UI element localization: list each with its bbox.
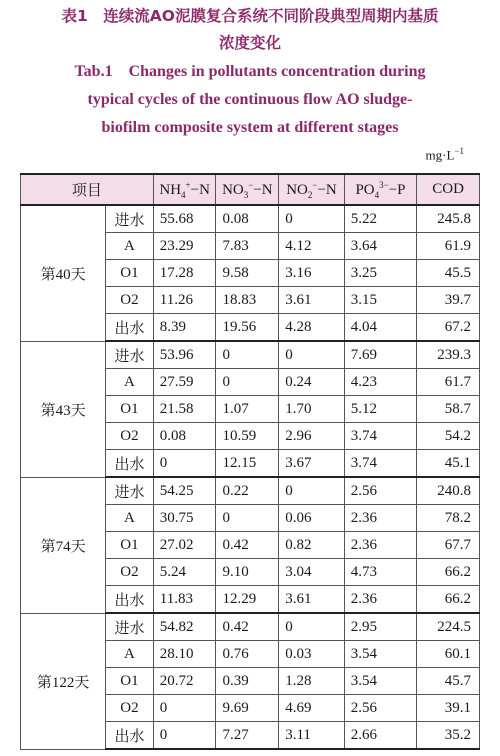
header-no2: $NO_2^--N$ — [279, 174, 345, 205]
day-label: 第122天 — [21, 613, 106, 749]
header-no3: $NO_3^--N$ — [216, 174, 279, 205]
unit-label — [426, 146, 464, 163]
no2-cell: 3.04 — [279, 559, 345, 586]
nh4-cell: 21.58 — [153, 396, 216, 423]
no2-cell: 4.12 — [279, 233, 345, 260]
nh4-cell: 0.08 — [153, 423, 216, 450]
po4-cell: 2.36 — [344, 505, 416, 532]
stage-cell: A — [106, 505, 154, 532]
no2-cell: 4.28 — [279, 314, 345, 342]
no2-cell: 3.61 — [279, 287, 345, 314]
po4-cell: 5.12 — [344, 396, 416, 423]
cod-cell: 45.7 — [417, 668, 480, 695]
table-row — [21, 613, 480, 641]
po4-cell: 2.36 — [344, 586, 416, 614]
stage-cell: 出水 — [106, 722, 154, 750]
stage-cell: 出水 — [106, 314, 154, 342]
stage-cell: O2 — [106, 423, 154, 450]
no2-cell: 0.82 — [279, 532, 345, 559]
stage-cell: A — [106, 641, 154, 668]
stage-cell: 出水 — [106, 450, 154, 478]
day-label: 第43天 — [21, 341, 106, 477]
table-header-row — [21, 174, 480, 205]
stage-cell: O1 — [106, 260, 154, 287]
concentration-table — [20, 173, 480, 750]
table-title-en-line2: typical cycles of the continuous flow AO sludge- — [87, 91, 413, 108]
no3-cell: 18.83 — [216, 287, 279, 314]
stage-cell: O1 — [106, 668, 154, 695]
table-title-en-line1: Tab.1 Changes in pollutants concentration during — [74, 63, 426, 80]
table-title-cn-line2: 浓度变化 — [218, 34, 281, 52]
no2-cell: 0.03 — [279, 641, 345, 668]
po4-cell: 2.36 — [344, 532, 416, 559]
table-body — [21, 205, 480, 749]
stage-cell: 进水 — [106, 613, 154, 641]
no3-cell: 0.42 — [216, 613, 279, 641]
cod-cell: 39.7 — [417, 287, 480, 314]
nh4-cell: 23.29 — [153, 233, 216, 260]
stage-cell: A — [106, 233, 154, 260]
no3-cell: 19.56 — [216, 314, 279, 342]
cod-cell: 45.1 — [417, 450, 480, 478]
po4-cell: 3.74 — [344, 423, 416, 450]
no3-cell: 12.29 — [216, 586, 279, 614]
cod-cell: 245.8 — [417, 205, 480, 233]
no3-cell: 0.76 — [216, 641, 279, 668]
no2-cell: 0.06 — [279, 505, 345, 532]
no2-cell: 3.16 — [279, 260, 345, 287]
cod-cell: 239.3 — [417, 341, 480, 369]
nh4-cell: 28.10 — [153, 641, 216, 668]
cod-cell: 54.2 — [417, 423, 480, 450]
no3-cell: 0 — [216, 369, 279, 396]
no2-cell: 1.70 — [279, 396, 345, 423]
nh4-cell: 54.25 — [153, 477, 216, 505]
stage-cell: O1 — [106, 396, 154, 423]
nh4-cell: 11.26 — [153, 287, 216, 314]
cod-cell: 35.2 — [417, 722, 480, 750]
cod-cell: 78.2 — [417, 505, 480, 532]
stage-cell: O1 — [106, 532, 154, 559]
no2-cell: 3.61 — [279, 586, 345, 614]
nh4-cell: 8.39 — [153, 314, 216, 342]
no2-cell: 3.67 — [279, 450, 345, 478]
no3-cell: 1.07 — [216, 396, 279, 423]
no2-cell: 4.69 — [279, 695, 345, 722]
header-po4: $PO_4^{3-}-P$ — [344, 174, 416, 205]
nh4-cell: 55.68 — [153, 205, 216, 233]
nh4-cell: 11.83 — [153, 586, 216, 614]
no3-cell: 0 — [216, 505, 279, 532]
header-cod: COD — [417, 174, 480, 205]
no2-cell: 0 — [279, 341, 345, 369]
no2-cell: 2.96 — [279, 423, 345, 450]
po4-cell: 3.54 — [344, 641, 416, 668]
po4-cell: 7.69 — [344, 341, 416, 369]
po4-cell: 4.04 — [344, 314, 416, 342]
no3-cell: 0.39 — [216, 668, 279, 695]
cod-cell: 39.1 — [417, 695, 480, 722]
cod-cell: 240.8 — [417, 477, 480, 505]
no2-cell: 1.28 — [279, 668, 345, 695]
stage-cell: A — [106, 369, 154, 396]
stage-cell: O2 — [106, 695, 154, 722]
no3-cell: 0.42 — [216, 532, 279, 559]
nh4-cell: 0 — [153, 450, 216, 478]
no2-cell: 0.24 — [279, 369, 345, 396]
no3-cell: 0.22 — [216, 477, 279, 505]
stage-cell: 进水 — [106, 477, 154, 505]
nh4-cell: 27.59 — [153, 369, 216, 396]
no2-cell: 0 — [279, 477, 345, 505]
no3-cell: 7.27 — [216, 722, 279, 750]
nh4-cell: 5.24 — [153, 559, 216, 586]
stage-cell: O2 — [106, 287, 154, 314]
nh4-cell: 53.96 — [153, 341, 216, 369]
po4-cell: 2.56 — [344, 695, 416, 722]
nh4-cell: 20.72 — [153, 668, 216, 695]
stage-cell: 进水 — [106, 205, 154, 233]
po4-cell: 2.56 — [344, 477, 416, 505]
po4-cell: 5.22 — [344, 205, 416, 233]
nh4-cell: 54.82 — [153, 613, 216, 641]
cod-cell: 224.5 — [417, 613, 480, 641]
no2-cell: 0 — [279, 205, 345, 233]
no3-cell: 9.58 — [216, 260, 279, 287]
day-label: 第40天 — [21, 205, 106, 341]
nh4-cell: 0 — [153, 695, 216, 722]
cod-cell: 66.2 — [417, 586, 480, 614]
day-label: 第74天 — [21, 477, 106, 613]
po4-cell: 2.66 — [344, 722, 416, 750]
no2-cell: 0 — [279, 613, 345, 641]
no3-cell: 7.83 — [216, 233, 279, 260]
po4-cell: 3.15 — [344, 287, 416, 314]
cod-cell: 61.7 — [417, 369, 480, 396]
cod-cell: 67.7 — [417, 532, 480, 559]
nh4-cell: 30.75 — [153, 505, 216, 532]
cod-cell: 60.1 — [417, 641, 480, 668]
table-title-en-line3: biofilm composite system at different stages — [101, 119, 399, 136]
po4-cell: 3.74 — [344, 450, 416, 478]
cod-cell: 45.5 — [417, 260, 480, 287]
cod-cell: 58.7 — [417, 396, 480, 423]
nh4-cell: 27.02 — [153, 532, 216, 559]
table-title-cn-line1: 表1 连续流AO泥膜复合系统不同阶段典型周期内基质 — [61, 7, 439, 25]
cod-cell: 67.2 — [417, 314, 480, 342]
po4-cell: 4.23 — [344, 369, 416, 396]
nh4-cell: 17.28 — [153, 260, 216, 287]
cod-cell: 66.2 — [417, 559, 480, 586]
unit-exponent: −1 — [454, 146, 464, 156]
no3-cell: 12.15 — [216, 450, 279, 478]
stage-cell: 出水 — [106, 586, 154, 614]
po4-cell: 3.64 — [344, 233, 416, 260]
header-nh4: $NH_4^+-N$ — [153, 174, 216, 205]
no3-cell: 9.69 — [216, 695, 279, 722]
nh4-cell: 0 — [153, 722, 216, 750]
stage-cell: O2 — [106, 559, 154, 586]
cod-cell: 61.9 — [417, 233, 480, 260]
no2-cell: 3.11 — [279, 722, 345, 750]
table-row — [21, 341, 480, 369]
no3-cell: 10.59 — [216, 423, 279, 450]
unit-text: mg·L — [425, 147, 455, 163]
po4-cell: 4.73 — [344, 559, 416, 586]
table-row — [21, 205, 480, 233]
no3-cell: 9.10 — [216, 559, 279, 586]
stage-cell: 进水 — [106, 341, 154, 369]
no3-cell: 0 — [216, 341, 279, 369]
po4-cell: 3.54 — [344, 668, 416, 695]
header-item: 项目 — [21, 174, 154, 205]
po4-cell: 2.95 — [344, 613, 416, 641]
table-row — [21, 477, 480, 505]
po4-cell: 3.25 — [344, 260, 416, 287]
no3-cell: 0.08 — [216, 205, 279, 233]
